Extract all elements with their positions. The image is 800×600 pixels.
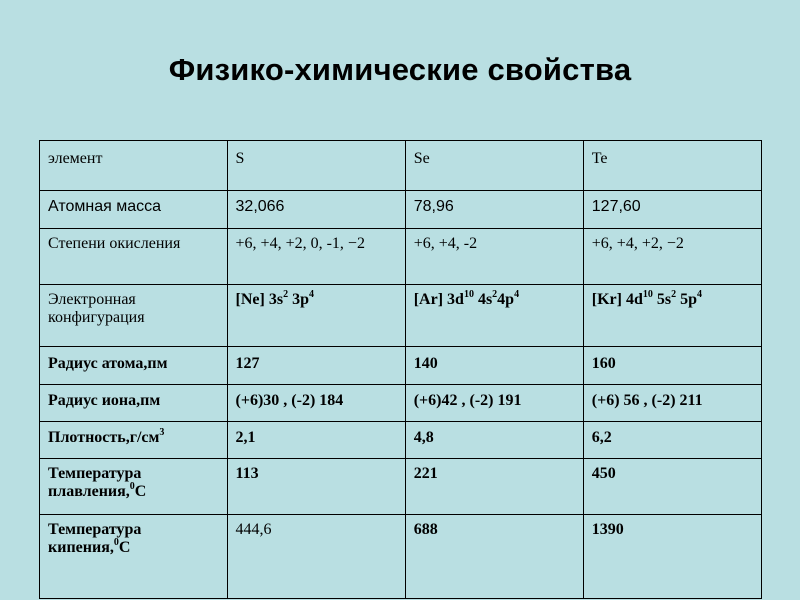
row-label-atom-radius: Радиус атома,пм: [40, 347, 228, 385]
row-label-melting-point: Температура плавления,$^0$С: [40, 459, 228, 515]
cell-atom-radius-se: 140: [405, 347, 583, 385]
cell-atom-radius-te: 160: [583, 347, 761, 385]
cell-atomic-mass-s: 32,066: [227, 191, 405, 229]
table-row-atomic-mass: [40, 191, 762, 229]
header-cell-s: S: [227, 141, 405, 191]
table-row-density: [40, 422, 762, 459]
row-label-density: $Плотность,г/см^3$: [40, 422, 228, 459]
header-cell-se: Se: [405, 141, 583, 191]
table-header-row: [40, 141, 762, 191]
table-row-oxidation-states: [40, 229, 762, 285]
cell-density-se: 4,8: [405, 422, 583, 459]
row-label-atomic-mass: Атомная масса: [40, 191, 228, 229]
table-row-atom-radius: [40, 347, 762, 385]
cell-boiling-s: 444,6: [227, 515, 405, 599]
cell-config-s: [Ne] $3s^2$ $3p^4$: [227, 285, 405, 347]
cell-density-te: 6,2: [583, 422, 761, 459]
table-row-ion-radius: [40, 385, 762, 422]
cell-atomic-mass-se: 78,96: [405, 191, 583, 229]
cell-atom-radius-s: 127: [227, 347, 405, 385]
cell-ion-radius-s: (+6)30 , (-2) 184: [227, 385, 405, 422]
table-row-boiling-point: [40, 515, 762, 599]
row-label-electron-configuration: Электронная конфигурация: [40, 285, 228, 347]
header-cell-te: Te: [583, 141, 761, 191]
properties-table: [39, 140, 762, 599]
cell-boiling-te: 1390: [583, 515, 761, 599]
cell-config-se: [Ar] $3d^{10}$ $4s^24p^4$: [405, 285, 583, 347]
cell-oxidation-se: +6, +4, -2: [405, 229, 583, 285]
row-label-boiling-point: Температура кипения,$^0$С: [40, 515, 228, 599]
row-label-ion-radius: Радиус иона,пм: [40, 385, 228, 422]
cell-density-s: 2,1: [227, 422, 405, 459]
cell-melting-te: 450: [583, 459, 761, 515]
row-label-oxidation-states: Степени окисления: [40, 229, 228, 285]
cell-melting-se: 221: [405, 459, 583, 515]
table-row-electron-configuration: [40, 285, 762, 347]
page-title: Физико-химические свойства: [168, 52, 632, 87]
table-row-melting-point: [40, 459, 762, 515]
cell-atomic-mass-te: 127,60: [583, 191, 761, 229]
cell-config-te: [Kr] $4d^{10}$ $5s^2$ $5p^4$: [583, 285, 761, 347]
cell-oxidation-te: +6, +4, +2, −2: [583, 229, 761, 285]
cell-melting-s: 113: [227, 459, 405, 515]
cell-ion-radius-se: (+6)42 , (-2) 191: [405, 385, 583, 422]
header-cell-element: элемент: [40, 141, 228, 191]
cell-ion-radius-te: (+6) 56 , (-2) 211: [583, 385, 761, 422]
cell-boiling-se: 688: [405, 515, 583, 599]
cell-oxidation-s: +6, +4, +2, 0, -1, −2: [227, 229, 405, 285]
